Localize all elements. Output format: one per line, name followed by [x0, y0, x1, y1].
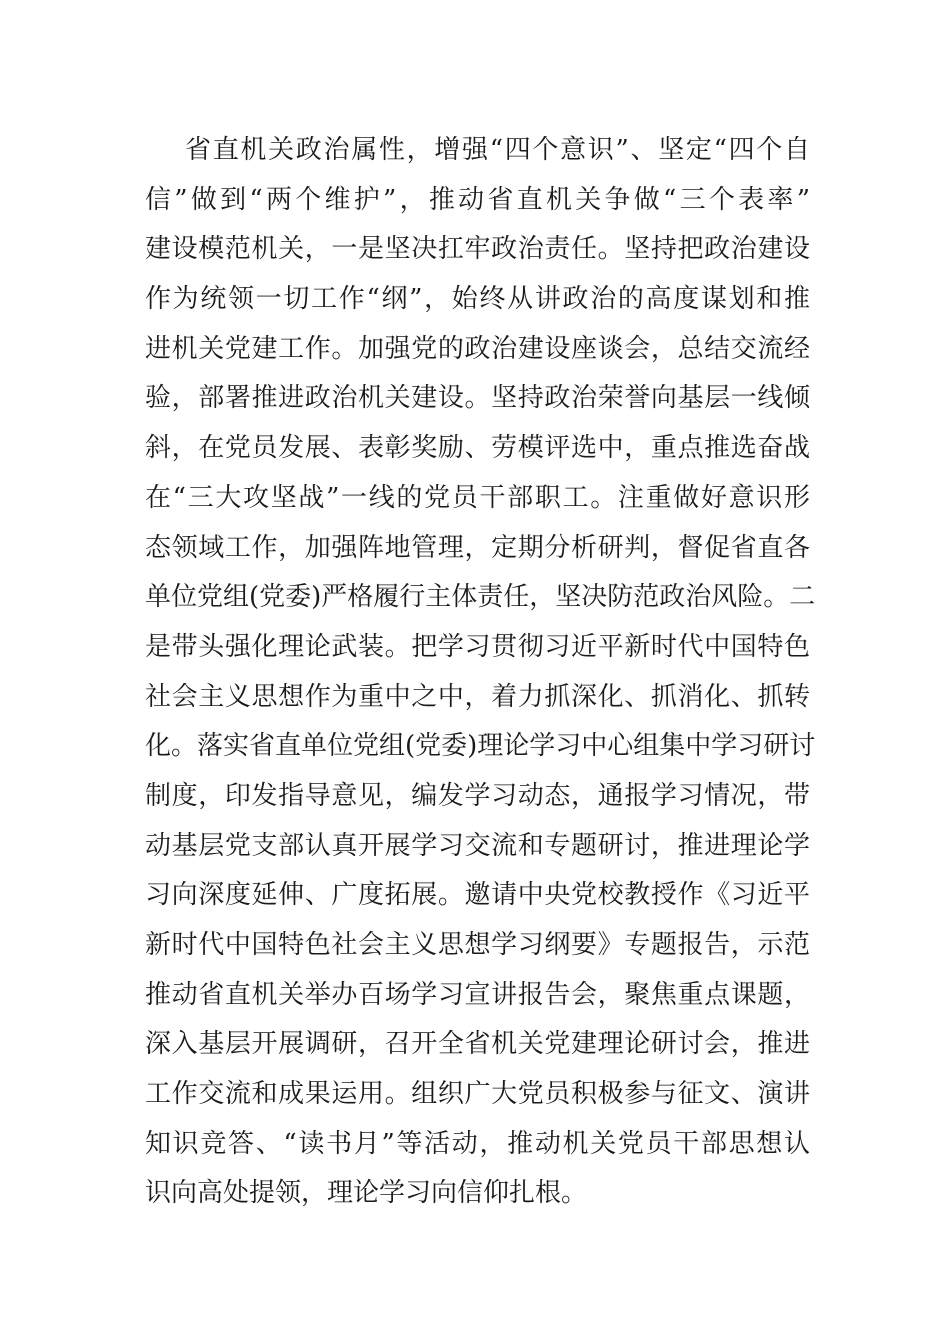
paragraph-line: 深入基层开展调研，召开全省机关党建理论研讨会，推进 [145, 1029, 810, 1060]
paragraph-line: 知识竞答、“读书月”等活动，推动机关党员干部思想认 [145, 1128, 810, 1159]
paragraph-line: 建设模范机关，一是坚决扛牢政治责任。坚持把政治建设 [145, 234, 810, 265]
paragraph-line: 化。落实省直单位党组(党委)理论学习中心组集中学习研讨 [145, 731, 816, 762]
paragraph-line: 单位党组(党委)严格履行主体责任，坚决防范政治风险。二 [145, 582, 816, 613]
paragraph-line: 工作交流和成果运用。组织广大党员积极参与征文、演讲 [145, 1079, 810, 1110]
paragraph-line: 新时代中国特色社会主义思想学习纲要》专题报告，示范 [145, 930, 810, 960]
paragraph-line: 作为统领一切工作“纲”，始终从讲政治的高度谋划和推 [145, 284, 810, 315]
paragraph-line: 是带头强化理论武装。把学习贯彻习近平新时代中国特色 [145, 631, 810, 662]
body-paragraph [145, 126, 816, 1219]
paragraph-line: 信”做到“两个维护”，推动省直机关争做“三个表率” [145, 184, 810, 215]
paragraph-line: 斜，在党员发展、表彰奖励、劳模评选中，重点推选奋战 [145, 433, 810, 464]
paragraph-line: 进机关党建工作。加强党的政治建设座谈会，总结交流经 [145, 333, 810, 364]
paragraph-line: 推动省直机关举办百场学习宣讲报告会，聚焦重点课题， [145, 979, 810, 1010]
paragraph-line: 验，部署推进政治机关建设。坚持政治荣誉向基层一线倾 [145, 383, 810, 414]
paragraph-line: 在“三大攻坚战”一线的党员干部职工。注重做好意识形 [145, 482, 810, 513]
paragraph-line: 社会主义思想作为重中之中，着力抓深化、抓消化、抓转 [145, 681, 810, 712]
paragraph-line: 动基层党支部认真开展学习交流和专题研讨，推进理论学 [145, 830, 810, 861]
paragraph-line: 识向高处提领，理论学习向信仰扎根。 [145, 1178, 588, 1209]
paragraph-line: 态领域工作，加强阵地管理，定期分析研判，督促省直各 [145, 532, 810, 563]
paragraph-line: 制度，印发指导意见，编发学习动态，通报学习情况，带 [145, 780, 810, 811]
paragraph-line: 省直机关政治属性，增强“四个意识”、坚定“四个自 [185, 135, 810, 165]
paragraph-line: 习向深度延伸、广度拓展。邀请中央党校教授作《习近平 [145, 880, 810, 911]
